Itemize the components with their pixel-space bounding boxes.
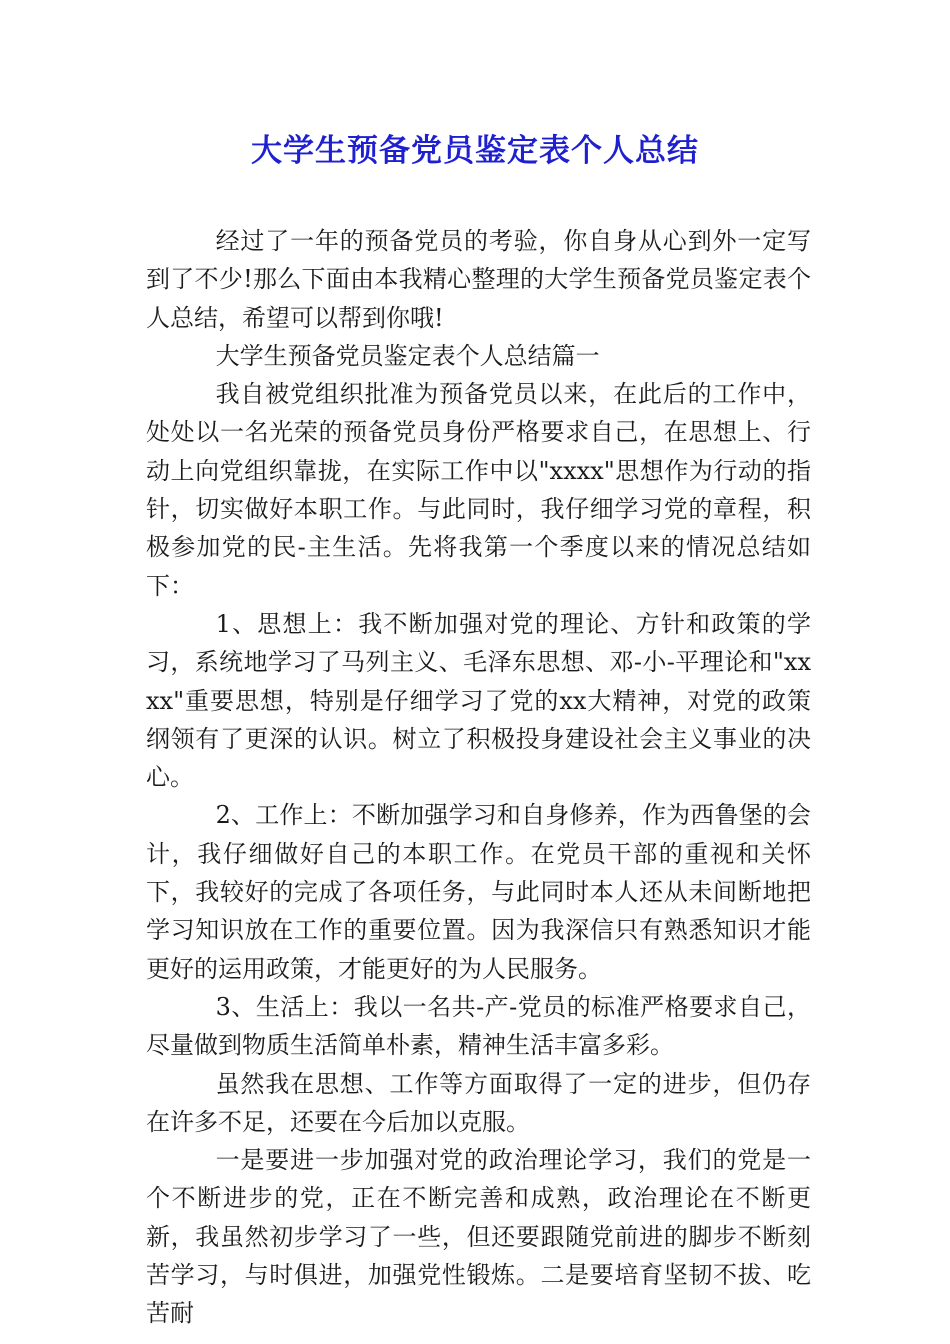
document-body — [146, 222, 811, 1333]
body-paragraph: 虽然我在思想、工作等方面取得了一定的进步，但仍存在许多不足，还要在今后加以克服。 — [146, 1069, 811, 1136]
body-paragraph: 2、工作上：不断加强学习和自身修养，作为西鲁堡的会计，我仔细做好自己的本职工作。在党员干部的重视和关怀下，我较好的完成了各项任务，与此同时本人还从未间断地把学习知识放在工作的重要位置。因为我深信只有熟悉知识才能更好的运用政策，才能更好的为人民服务。 — [146, 801, 811, 983]
section-heading: 大学生预备党员鉴定表个人总结篇一 — [215, 341, 600, 370]
body-paragraph: 1、思想上：我不断加强对党的理论、方针和政策的学习，系统地学习了马列主义、毛泽东思想、邓-小-平理论和"xxxx"重要思想，特别是仔细学习了党的xx大精神，对党的政策纲领有了更深的认识。树立了积极投身建设社会主义事业的决心。 — [146, 609, 811, 792]
body-paragraph: 一是要进一步加强对党的政治理论学习，我们的党是一个不断进步的党，正在不断完善和成熟，政治理论在不断更新，我虽然初步学习了一些，但还要跟随党前进的脚步不断刻苦学习，与时俱进，加强党性锻炼。二是要培育坚韧不拔、吃苦耐 — [146, 1146, 811, 1328]
document-title: 大学生预备党员鉴定表个人总结 — [251, 133, 699, 169]
body-paragraph: 3、生活上：我以一名共-产-党员的标准严格要求自己，尽量做到物质生活简单朴素，精神生活丰富多彩。 — [146, 992, 811, 1060]
intro-paragraph: 经过了一年的预备党员的考验，你自身从心到外一定写到了不少!那么下面由本我精心整理的大学生预备党员鉴定表个人总结，希望可以帮到你哦! — [146, 227, 811, 332]
body-paragraph: 我自被党组织批准为预备党员以来，在此后的工作中，处处以一名光荣的预备党员身份严格要求自己，在思想上、行动上向党组织靠拢，在实际工作中以"xxxx"思想作为行动的指针，切实做好本职工作。与此同时，我仔细学习党的章程，积极参加党的民-主生活。先将我第一个季度以来的情况总结如下： — [146, 380, 811, 600]
